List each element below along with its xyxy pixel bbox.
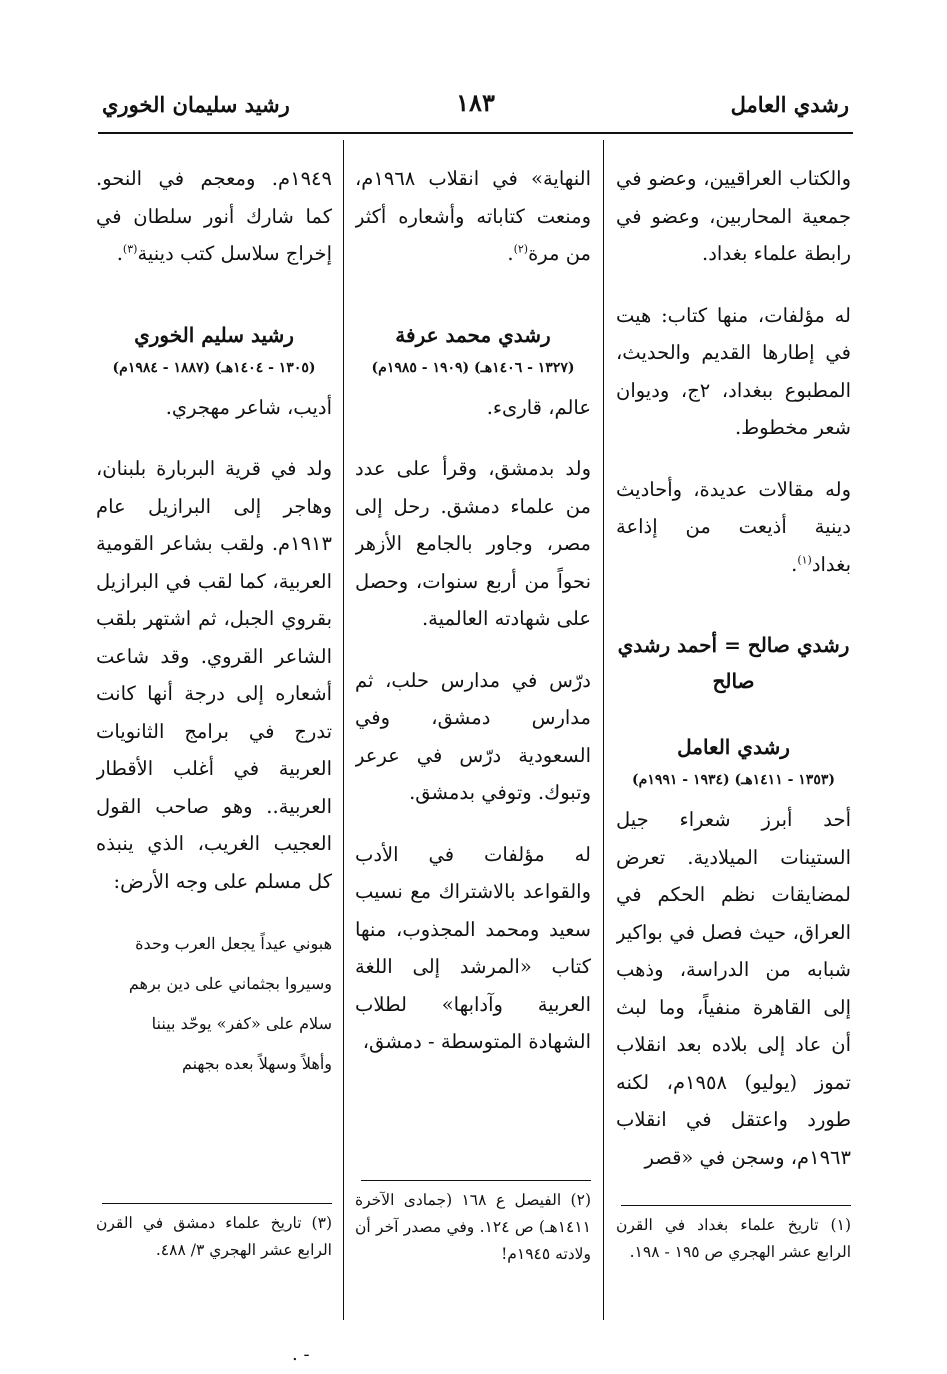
paragraph: عالم، قارىء. [486, 395, 591, 419]
footnotes-left [96, 1203, 332, 1353]
paragraph-end: . [507, 242, 514, 265]
running-title-right: رشدي العامل [730, 92, 849, 117]
paragraph-end: . [116, 242, 123, 265]
footnote-rule [621, 1205, 851, 1206]
page-header [98, 88, 853, 134]
column-divider [343, 140, 344, 1320]
footnotes-right [616, 1205, 851, 1355]
entry-heading: رشدي صالح = أحمد رشدي صالح [617, 633, 850, 693]
header-rule [98, 132, 853, 134]
entry-heading: رشدي محمد عرفة [395, 322, 551, 347]
paragraph [616, 471, 851, 584]
paragraph: ولد في قرية البربارة بلبنان، وهاجر إلى البرازيل عام ١٩١٣م. ولقب بشاعر القومية العربية، كما لقب في البرازيل بقروي الجبل، ثم اشتهر بلقب الشاعر القروي. وقد شاعت أشعاره إلى درجة أنها كانت تدرج في برامج الثانويات العربية في أغلب الأقطار العربية.. وهو صاحب القول العجيب الغريب، الذي ينبذه كل مسلم على وجه الأرض: [96, 457, 332, 893]
poem-verse: سلام على «كفر» يوحّد بيننا [151, 1014, 332, 1033]
paragraph-end: . [791, 552, 798, 576]
paragraph: درّس في مدارس حلب، ثم مدارس دمشق، وفي السعودية درّس في عرعر وتبوك. وتوفي بدمشق. [355, 668, 591, 804]
entry-heading: رشدي العامل [677, 735, 790, 759]
footnote-ref: (٣) [122, 242, 138, 256]
column-middle [355, 160, 591, 1310]
page-number: ١٨٣ [456, 88, 495, 117]
paragraph: والكتاب العراقيين، وعضو في جمعية المحاربين، وعضو في رابطة علماء بغداد. [616, 167, 851, 265]
footnote: (١) تاريخ علماء بغداد في القرن الرابع عشر الهجري ص ١٩٥ - ١٩٨. [616, 1216, 851, 1261]
footnote-ref: (٢) [513, 242, 529, 256]
entry-dates: (١٣٥٣ - ١٤١١هـ) (١٩٣٤ - ١٩٩١م) [632, 772, 835, 788]
footnote: (٢) الفيصل ع ١٦٨ (جمادى الآخرة ١٤١١هـ) ص ١٢٤. وفي مصدر آخر أن ولادته ١٩٤٥م! [355, 1191, 591, 1263]
poem-verse: وسيروا بجثماني على دين برهم [128, 974, 332, 993]
poem-verse: هبوني عيداً يجعل العرب وحدة [135, 934, 332, 953]
paragraph-text: النهاية» في انقلاب ١٩٦٨م، ومنعت كتاباته وأشعاره أكثر من مرة [355, 167, 591, 265]
paragraph [355, 160, 591, 273]
column-left [96, 160, 332, 1310]
column-divider [603, 140, 604, 1320]
footnote: (٣) تاريخ علماء دمشق في القرن الرابع عشر الهجري ٣/ ٤٨٨. [96, 1214, 332, 1259]
running-title-left: رشيد سليمان الخوري [102, 92, 290, 117]
paragraph: أحد أبرز شعراء جيل الستينات الميلادية. تعرض لمضايقات نظم الحكم في العراق، حيث فصل في بواكير شبابه من الدراسة، وذهب إلى القاهرة منفياً، وما لبث أن عاد إلى بلاده بعد انقلاب تموز (يوليو) ١٩٥٨م، لكنه طورد واعتقل في انقلاب ١٩٦٣م، وسجن في «قصر [616, 808, 851, 1169]
column-right [616, 160, 851, 1310]
paragraph: له مؤلفات في الأدب والقواعد بالاشتراك مع نسيب سعيد ومحمد المجذوب، منها كتاب «المرشد إلى اللغة العربية وآدابها» لطلاب الشهادة المتوسطة - دمشق، [355, 842, 591, 1053]
paragraph: له مؤلفات، منها كتاب: هيت في إطارها القديم والحديث، المطبوع ببغداد، ٢ج، وديوان شعر مخطوط. [616, 303, 851, 439]
footnote-rule [102, 1203, 332, 1204]
entry-heading: رشيد سليم الخوري [134, 322, 294, 347]
footnotes-middle [355, 1180, 591, 1330]
entry-dates: (١٣٢٧ - ١٤٠٦هـ) (١٩٠٩ - ١٩٨٥م) [371, 359, 575, 376]
poem-verse: وأهلاً وسهلاً بعده بجهنم [181, 1054, 332, 1073]
footnote-ref: (١) [797, 553, 812, 566]
paragraph-text: ١٩٤٩م. ومعجم في النحو. كما شارك أنور سلطان في إخراج سلاسل كتب دينية [96, 167, 332, 265]
poem [96, 924, 332, 1084]
paragraph: ولد بدمشق، وقرأ على عدد من علماء دمشق. رحل إلى مصر، وجاور بالجامع الأزهر نحواً من أربع سنوات، وحصل على شهادته العالمية. [355, 457, 591, 630]
paragraph-text: وله مقالات عديدة، وأحاديث دينية أذيعت من إذاعة بغداد [616, 477, 851, 576]
paragraph: أديب، شاعر مهجري. [165, 395, 332, 419]
paragraph [96, 160, 332, 273]
footer-mark: - . [292, 1344, 310, 1365]
entry-dates: (١٣٠٥ - ١٤٠٤هـ) (١٨٨٧ - ١٩٨٤م) [112, 359, 316, 376]
footnote-rule [361, 1180, 591, 1181]
